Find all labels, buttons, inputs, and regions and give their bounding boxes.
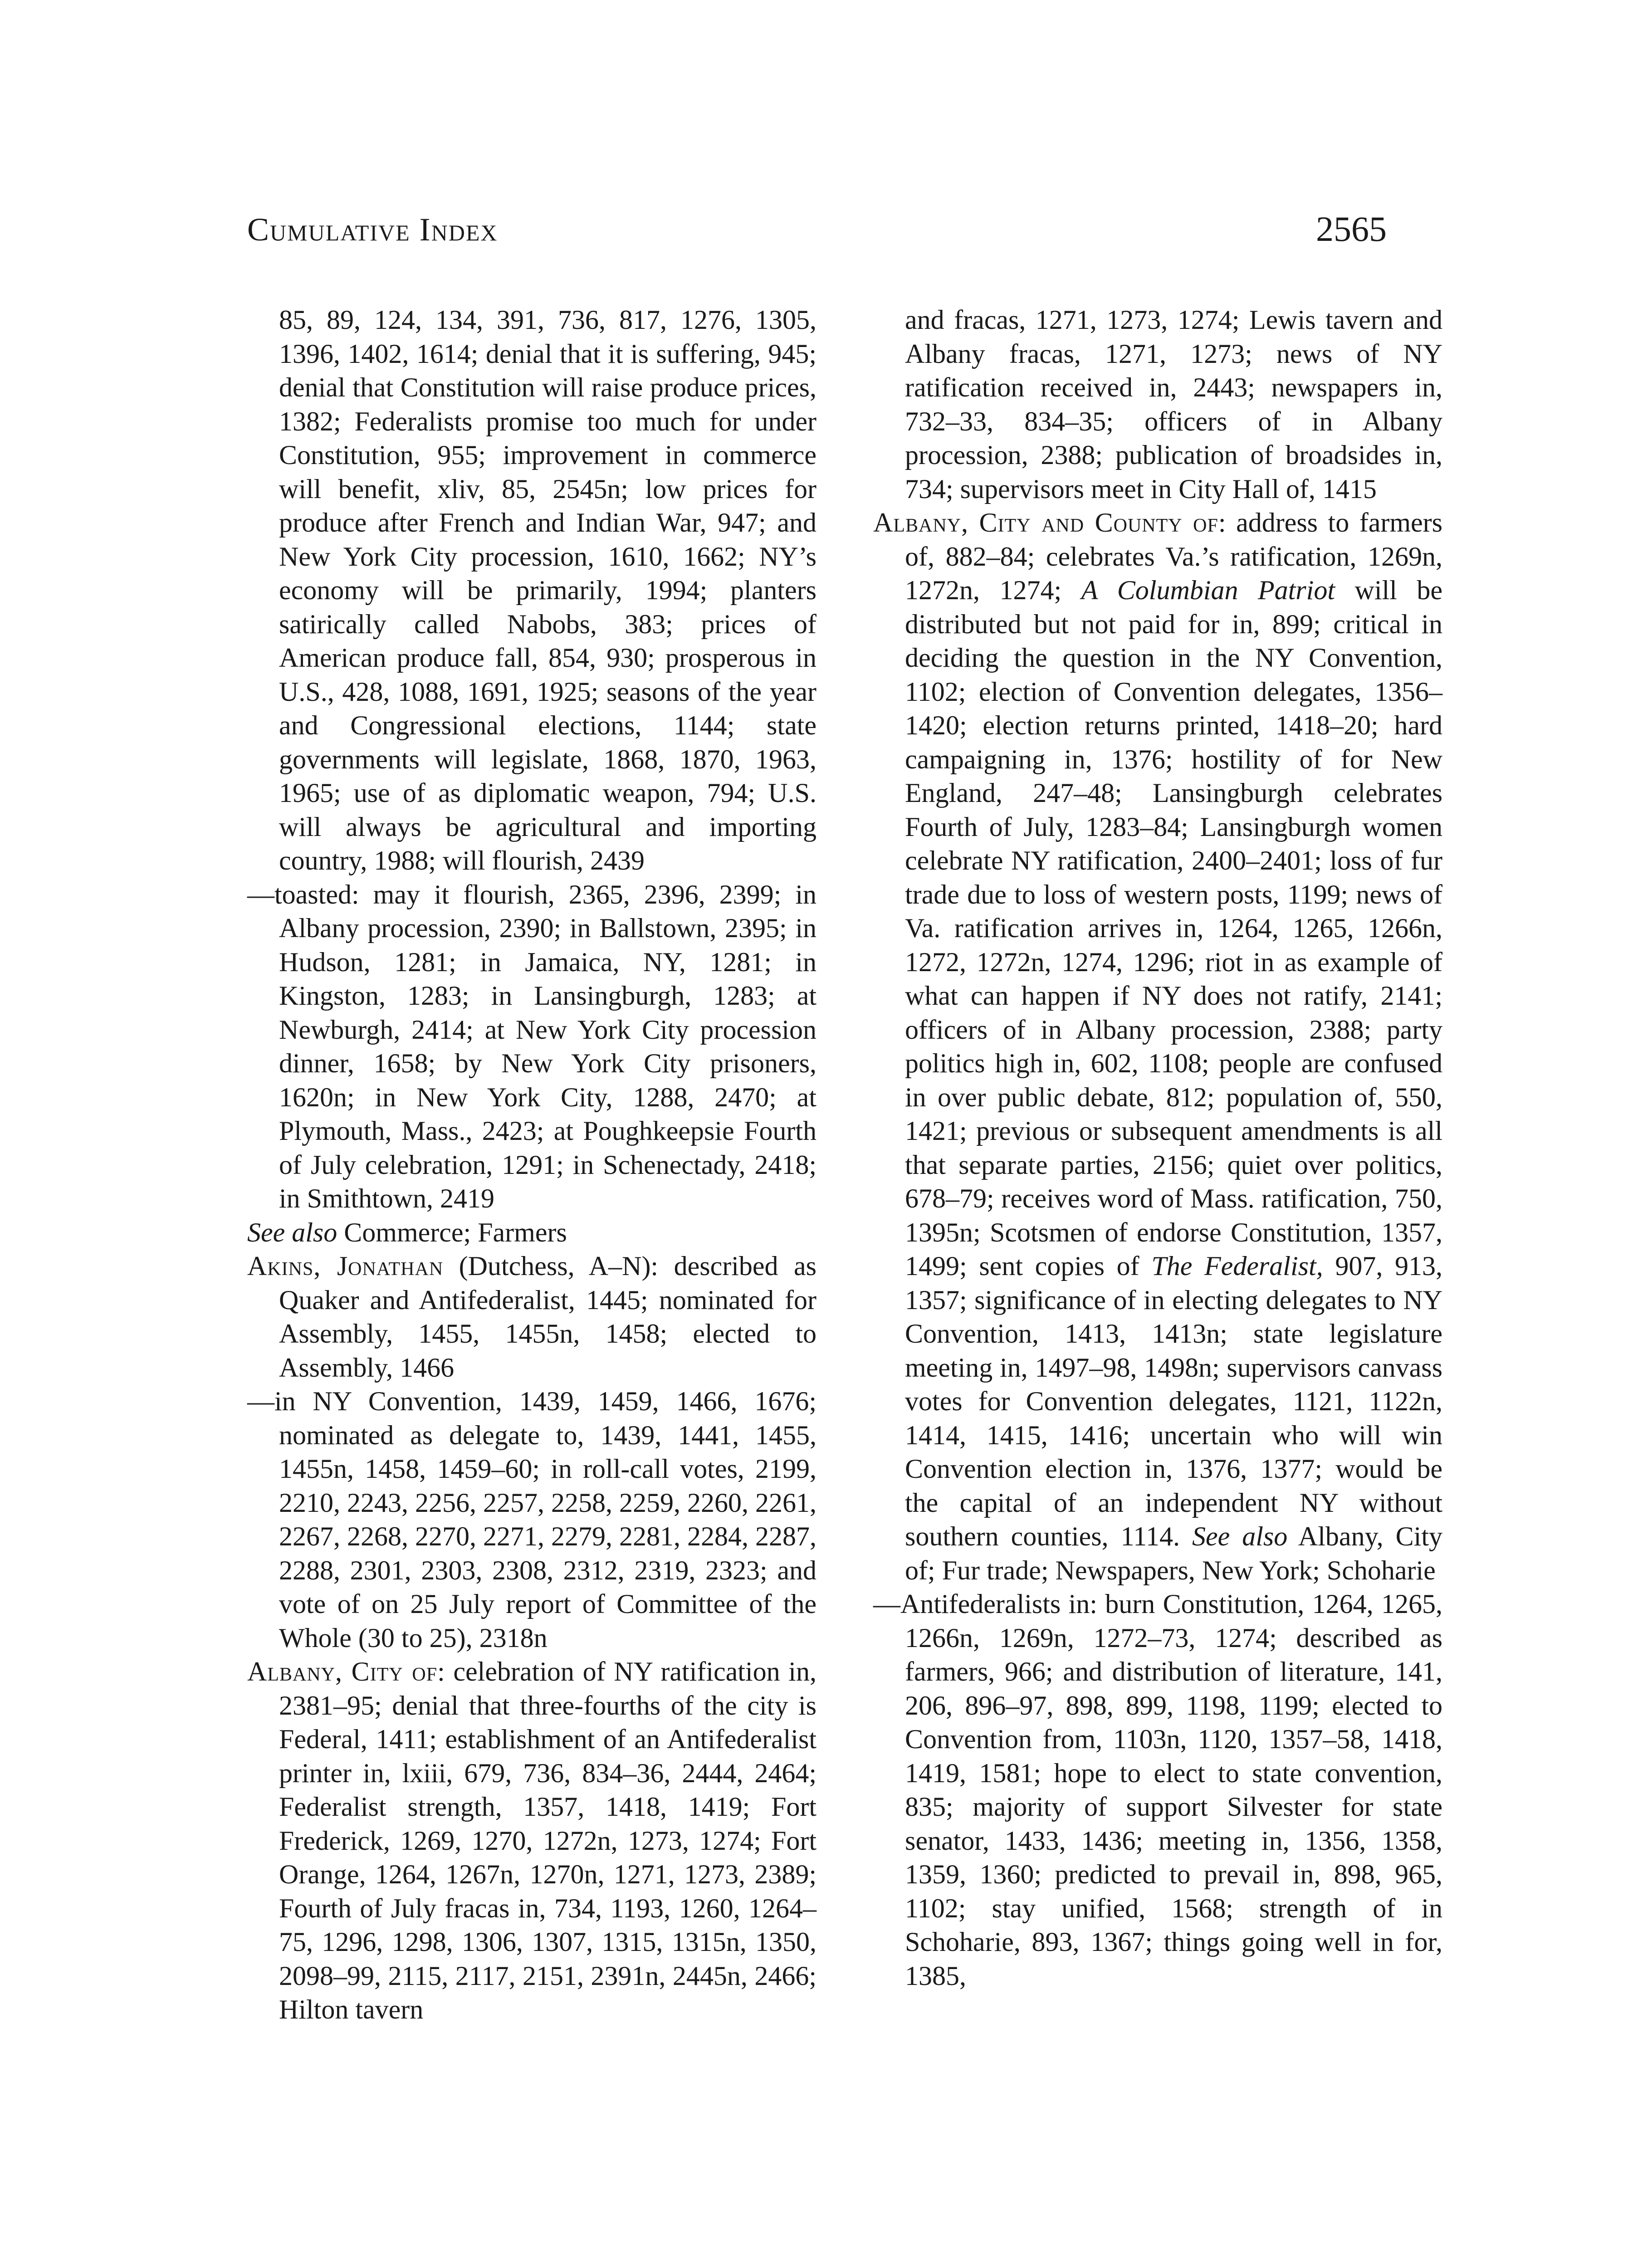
entry-text: —toasted: may it flourish, 2365, 2396, 2399; in Albany procession, 2390; in Ballstown, 2395; in Hudson, 1281; in Jamaica, NY, 1281; in Kingston, 1283; in Lansingburgh, 1283; at Newburgh, 2414; at New York City procession dinner, 1658; by New York City prisoners, 1620n; in New York City, 1288, 2470; at Plymouth, Mass., 2423; at Poughkeepsie Fourth of July celebration, 1291; in Schenectady, 2418; in Smithtown, 2419 [247, 879, 816, 1213]
index-entry-albany-city [247, 1655, 816, 2027]
running-header-title: Cumulative Index [247, 211, 498, 248]
entry-headword: Akins, Jonathan [247, 1251, 444, 1281]
page-number: 2565 [1316, 209, 1387, 249]
entry-text: 85, 89, 124, 134, 391, 736, 817, 1276, 1305, 1396, 1402, 1614; denial that it is suffering, 945; denial that Constitution will raise produce prices, 1382; Federalists promise too much for under Constitution, 955; improvement in commerce will benefit, xliv, 85, 2545n; low prices for produce after French and Indian War, 947; and New York City procession, 1610, 1662; NY’s economy will be primarily, 1994; planters satirically called Nabobs, 383; prices of American produce fall, 854, 930; prosperous in U.S., 428, 1088, 1691, 1925; seasons of the year and Congressional elections, 1144; state governments will legislate, 1868, 1870, 1963, 1965; use of as diplomatic weapon, 794; U.S. will always be agricultural and importing country, 1988; will flourish, 2439 [279, 305, 816, 875]
index-entry-continuation [247, 303, 816, 878]
entry-text: : celebration of NY ratification in, 2381–95; denial that three-fourths of the city is Federal, 1411; establishment of an Antifederalist printer in, lxiii, 679, 736, 834–36, 2444, 2464; Federalist strength, 1357, 1418, 1419; Fort Frederick, 1269, 1270, 1272n, 1273, 1274; Fort Orange, 1264, 1267n, 1270n, 1271, 1273, 2389; Fourth of July fracas in, 734, 1193, 1260, 1264–75, 1296, 1298, 1306, 1307, 1315, 1315n, 1350, 2098–99, 2115, 2117, 2151, 2391n, 2445n, 2466; Hilton tavern [279, 1657, 816, 2024]
see-also-label: See also [1192, 1521, 1288, 1551]
index-subentry-antifederalists [873, 1587, 1442, 1993]
entry-headword: Albany, City and County of [873, 508, 1218, 538]
italic-title: A Columbian Patriot [1081, 575, 1335, 605]
index-subentry-ny-convention [247, 1384, 816, 1655]
entry-text: Commerce; Farmers [337, 1217, 567, 1247]
index-entry-continuation [873, 303, 1442, 506]
italic-title: The Federalist, [1151, 1251, 1323, 1281]
index-column-left [247, 303, 816, 2027]
entry-text: 907, 913, 1357; significance of in electing delegates to NY Convention, 1413, 1413n; state legislature meeting in, 1497–98, 1498n; supervisors canvass votes for Convention delegates, 1121, 1122n, 1414, 1415, 1416; uncertain who will win Convention election in, 1376, 1377; would be the capital of an independent NY without southern counties, 1114. [905, 1251, 1443, 1551]
see-also-label: See also [247, 1217, 337, 1247]
entry-headword: Albany, City of [247, 1657, 438, 1686]
entry-text: will be distributed but not paid for in, 899; critical in deciding the question in the NY Convention, 1102; election of Convention delegates, 1356–1420; election returns printed, 1418–20; hard campaigning in, 1376; hostility of for New England, 247–48; Lansingburgh celebrates Fourth of July, 1283–84; Lansingburgh women celebrate NY ratification, 2400–2401; loss of fur trade due to loss of western posts, 1199; news of Va. ratification arrives in, 1264, 1265, 1266n, 1272, 1272n, 1274, 1296; riot in as example of what can happen if NY does not ratify, 2141; officers of in Albany procession, 2388; party politics high in, 602, 1108; people are confused in over public debate, 812; population of, 550, 1421; previous or subsequent amendments is all that separate parties, 2156; quiet over politics, 678–79; receives word of Mass. ratification, 750, 1395n; Scotsmen of endorse Constitution, 1357, 1499; sent copies of [905, 575, 1442, 1281]
entry-text: and fracas, 1271, 1273, 1274; Lewis tavern and Albany fracas, 1271, 1273; news of NY ratification received in, 2443; newspapers in, 732–33, 834–35; officers of in Albany procession, 2388; publication of broadsides in, 734; supervisors meet in City Hall of, 1415 [905, 305, 1442, 504]
entry-text: —in NY Convention, 1439, 1459, 1466, 1676; nominated as delegate to, 1439, 1441, 1455, 1455n, 1458, 1459–60; in roll-call votes, 2199, 2210, 2243, 2256, 2257, 2258, 2259, 2260, 2261, 2267, 2268, 2270, 2271, 2279, 2281, 2284, 2287, 2288, 2301, 2303, 2308, 2312, 2319, 2323; and vote of on 25 July report of Committee of the Whole (30 to 25), 2318n [247, 1386, 816, 1653]
index-cross-reference [247, 1216, 816, 1250]
entry-text: Albany, City of; Fur trade; Newspapers, New York; Schoharie [905, 1521, 1442, 1585]
index-column-right [873, 303, 1442, 1993]
index-entry-albany-city-county [873, 506, 1442, 1587]
entry-text: : address to farmers of, 882–84; celebrates Va.’s ratification, 1269n, 1272n, 1274; [905, 508, 1442, 605]
entry-text: (Dutchess, A–N): described as Quaker and Antifederalist, 1445; nominated for Assembly, 1455, 1455n, 1458; elected to Assembly, 1466 [279, 1251, 816, 1383]
index-entry-akins [247, 1249, 816, 1384]
index-subentry-toasted [247, 878, 816, 1216]
entry-text: —Antifederalists in: burn Constitution, 1264, 1265, 1266n, 1269n, 1272–73, 1274; described as farmers, 966; and distribution of literature, 141, 206, 896–97, 898, 899, 1198, 1199; elected to Convention from, 1103n, 1120, 1357–58, 1418, 1419, 1581; hope to elect to state convention, 835; majority of support Silvester for state senator, 1433, 1436; meeting in, 1356, 1358, 1359, 1360; predicted to prevail in, 898, 965, 1102; stay unified, 1568; strength of in Schoharie, 893, 1367; things going well in for, 1385, [873, 1589, 1442, 1991]
